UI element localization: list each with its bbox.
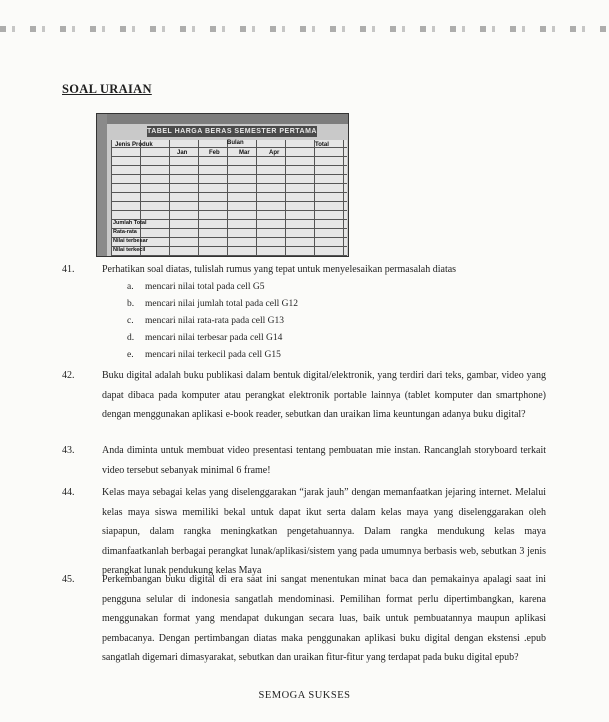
question-number: 41. — [62, 264, 75, 275]
col-header-total: Total — [315, 142, 329, 148]
scan-header-smudge — [0, 26, 609, 32]
option-e — [127, 349, 281, 362]
question-number: 42. — [62, 370, 75, 381]
option-b — [127, 298, 298, 311]
question-text: Anda diminta untuk membuat video presentasi tentang pembuatan mie instan. Rancanglah storyboard terkait video tersebut sebanyak minimal 6 frame! — [102, 445, 546, 476]
option-text: mencari nilai rata-rata pada cell G13 — [145, 316, 284, 326]
question-text: Kelas maya sebagai kelas yang diselenggarakan “jarak jauh” dengan memanfaatkan jejaring internet. Melalui kelas maya siswa memiliki bekal untuk dapat ikut serta dalam kelas maya yang diselenggarakan oleh siapapun, dalam rangka meningkatkan pengetahuannya. Dalam rangka mendukung kelas maya dimanfaatkanlah berbagai perangkat lunak/aplikasi/sistem yang pada umumnya berbasis web, sebutkan 3 jenis perangkat lunak pendukung kelas Maya — [102, 487, 546, 577]
option-c — [127, 315, 284, 328]
closing-text: SEMOGA SUKSES — [258, 690, 351, 701]
option-text: mencari nilai terbesar pada cell G14 — [145, 333, 283, 343]
question-number: 44. — [62, 487, 75, 498]
row-label-terkecil: Nilai terkecil — [113, 247, 146, 253]
month-jan: Jan — [177, 150, 188, 156]
option-a — [127, 281, 265, 294]
row-label-rata: Rata-rata — [113, 229, 137, 235]
col-header-nama: Jenis Produk — [115, 142, 153, 148]
option-letter: b. — [127, 299, 135, 309]
option-d — [127, 332, 282, 345]
spreadsheet-title: TABEL HARGA BERAS SEMESTER PERTAMA — [147, 128, 317, 135]
question-text: Perkembangan buku digital di era saat ini sangat menentukan minat baca dan pemakainya apalagi saat ini pengguna selular di indonesia sangatlah mendominasi. Pemilihan format perlu dipertimbangkan, karena menggunakan format yang mendapat dukungan secara luas, baik untuk pembuatannya maupun aplikasi pembacanya. Dengan pertimbangan diatas maka penggunakan aplikasi buku digital dengan ekstensi .epub sangatlah digemari dimasyarakat, sebutkan dan uraikan fitur-fitur yang terdapat pada buku digital epub? — [102, 574, 546, 664]
question-text: Perhatikan soal diatas, tulislah rumus yang tepat untuk menyelesaikan permasalah diatas — [102, 264, 457, 275]
row-label-terbesar: Nilai terbesar — [113, 238, 148, 244]
spreadsheet-figure — [96, 113, 349, 257]
option-letter: d. — [127, 333, 135, 343]
option-letter: c. — [127, 316, 134, 326]
option-letter: a. — [127, 282, 134, 292]
column-header-bar — [97, 114, 348, 124]
month-feb: Feb — [209, 150, 220, 156]
month-apr: Apr — [269, 150, 280, 156]
question-number: 45. — [62, 574, 75, 585]
question-number: 43. — [62, 445, 75, 456]
question-text: Buku digital adalah buku publikasi dalam bentuk digital/elektronik, yang terdiri dari teks, gambar, video yang dapat dibaca pada komputer atau perangkat elektronik portable lainnya (tablet komputer dan smartphone) dengan menggunakan aplikasi e-book reader, sebutkan dan uraikan lima keuntungan adanya buku digital? — [102, 370, 546, 421]
row-label-jumlah: Jumlah Total — [113, 220, 147, 226]
option-text: mencari nilai jumlah total pada cell G12 — [145, 299, 299, 309]
option-text: mencari nilai total pada cell G5 — [145, 282, 265, 292]
col-header-bulan: Bulan — [227, 140, 244, 146]
row-header-bar — [97, 114, 107, 256]
option-text: mencari nilai terkecil pada cell G15 — [145, 350, 281, 360]
month-mar: Mar — [239, 150, 250, 156]
page-heading: SOAL URAIAN — [62, 82, 152, 96]
option-letter: e. — [127, 350, 134, 360]
